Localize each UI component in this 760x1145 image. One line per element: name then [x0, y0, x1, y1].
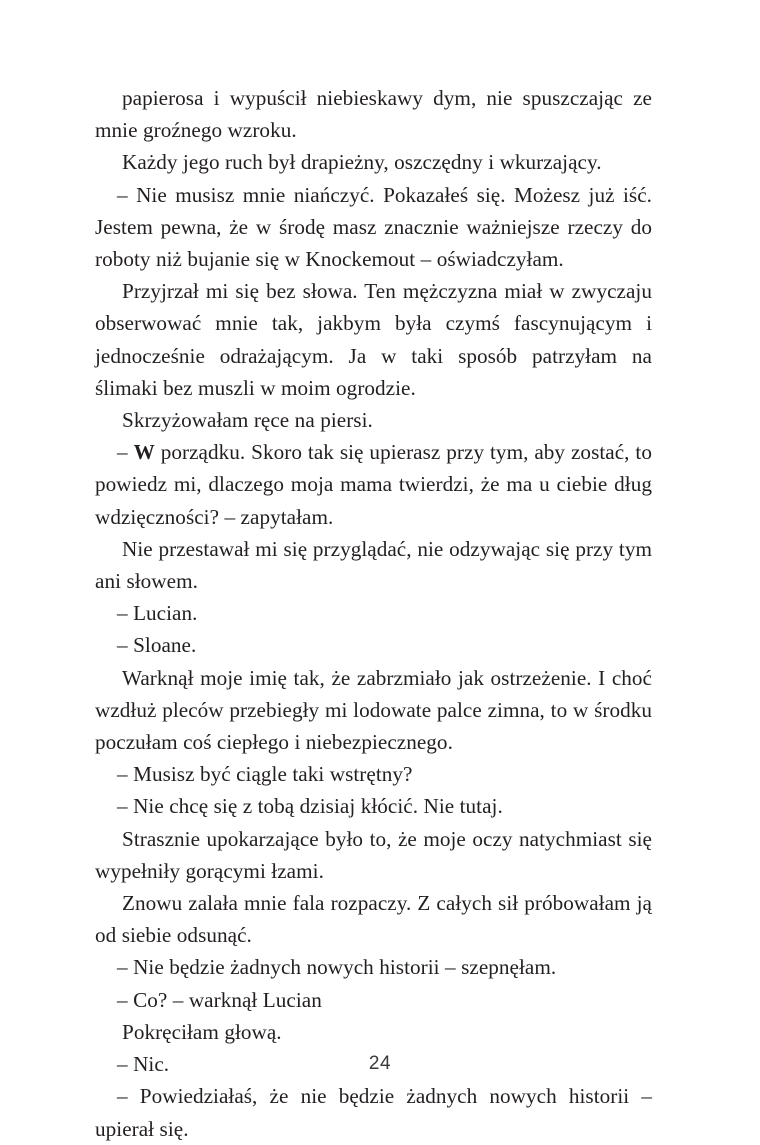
- paragraph: Skrzyżowałam ręce na piersi.: [122, 408, 373, 433]
- page-text-block: [95, 82, 652, 1145]
- paragraph-dialogue: – Powiedziałaś, że nie będzie żadnych nowych historii – upierał się.: [95, 1084, 652, 1141]
- paragraph-dialogue: – Co? – warknął Lucian: [117, 987, 322, 1012]
- paragraph-dialogue: – Nie musisz mnie niańczyć. Pokazałeś się. Możesz już iść. Jestem pewna, że w środę masz znacznie ważniejsze rzeczy do roboty niż bujanie się w Knockemout – oświadczyłam.: [95, 182, 652, 272]
- paragraph: Strasznie upokarzające było to, że moje oczy natychmiast się wypełniły gorącymi łzami.: [95, 826, 652, 883]
- paragraph: Pokręciłam głową.: [122, 1019, 282, 1044]
- paragraph-dialogue: – Nie będzie żadnych nowych historii – szepnęłam.: [117, 955, 557, 980]
- page-number: 24: [368, 1053, 392, 1074]
- dialogue-text: porządku. Skoro tak się upierasz przy tym, aby zostać, to powiedz mi, dlaczego moja mama twierdzi, że ma u ciebie dług wdzięczności? – zapytałam.: [95, 440, 652, 529]
- paragraph-dialogue: – Musisz być ciągle taki wstrętny?: [117, 762, 413, 787]
- paragraph-dialogue: – Lucian.: [117, 601, 198, 626]
- paragraph: Przyjrzał mi się bez słowa. Ten mężczyzna miał w zwyczaju obserwować mnie tak, jakbym była czymś fascynującym i jednocześnie odrażającym. Ja w taki sposób patrzyłam na ślimaki bez muszli w moim ogrodzie.: [95, 279, 652, 400]
- paragraph-dialogue: [95, 436, 652, 533]
- paragraph: Nie przestawał mi się przyglądać, nie odzywając się przy tym ani słowem.: [95, 536, 652, 594]
- paragraph: Każdy jego ruch był drapieżny, oszczędny i wkurzający.: [122, 150, 602, 175]
- dialogue-dash: –: [117, 440, 134, 465]
- paragraph: Znowu zalała mnie fala rozpaczy. Z całych sił próbowałam ją od siebie odsunąć.: [95, 891, 652, 948]
- emphasized-word: W: [133, 440, 155, 465]
- paragraph: Warknął moje imię tak, że zabrzmiało jak ostrzeżenie. I choć wzdłuż pleców przebiegły mi lodowate palce zimna, to w środku poczułam coś ciepłego i niebezpiecznego.: [95, 665, 652, 755]
- paragraph-dialogue: – Nic.: [117, 1052, 170, 1077]
- paragraph-dialogue: – Nie chcę się z tobą dzisiaj kłócić. Nie tutaj.: [117, 794, 503, 819]
- paragraph: papierosa i wypuścił niebieskawy dym, nie spuszczając ze mnie groźnego wzroku.: [95, 86, 652, 143]
- paragraph-dialogue: – Sloane.: [117, 633, 197, 658]
